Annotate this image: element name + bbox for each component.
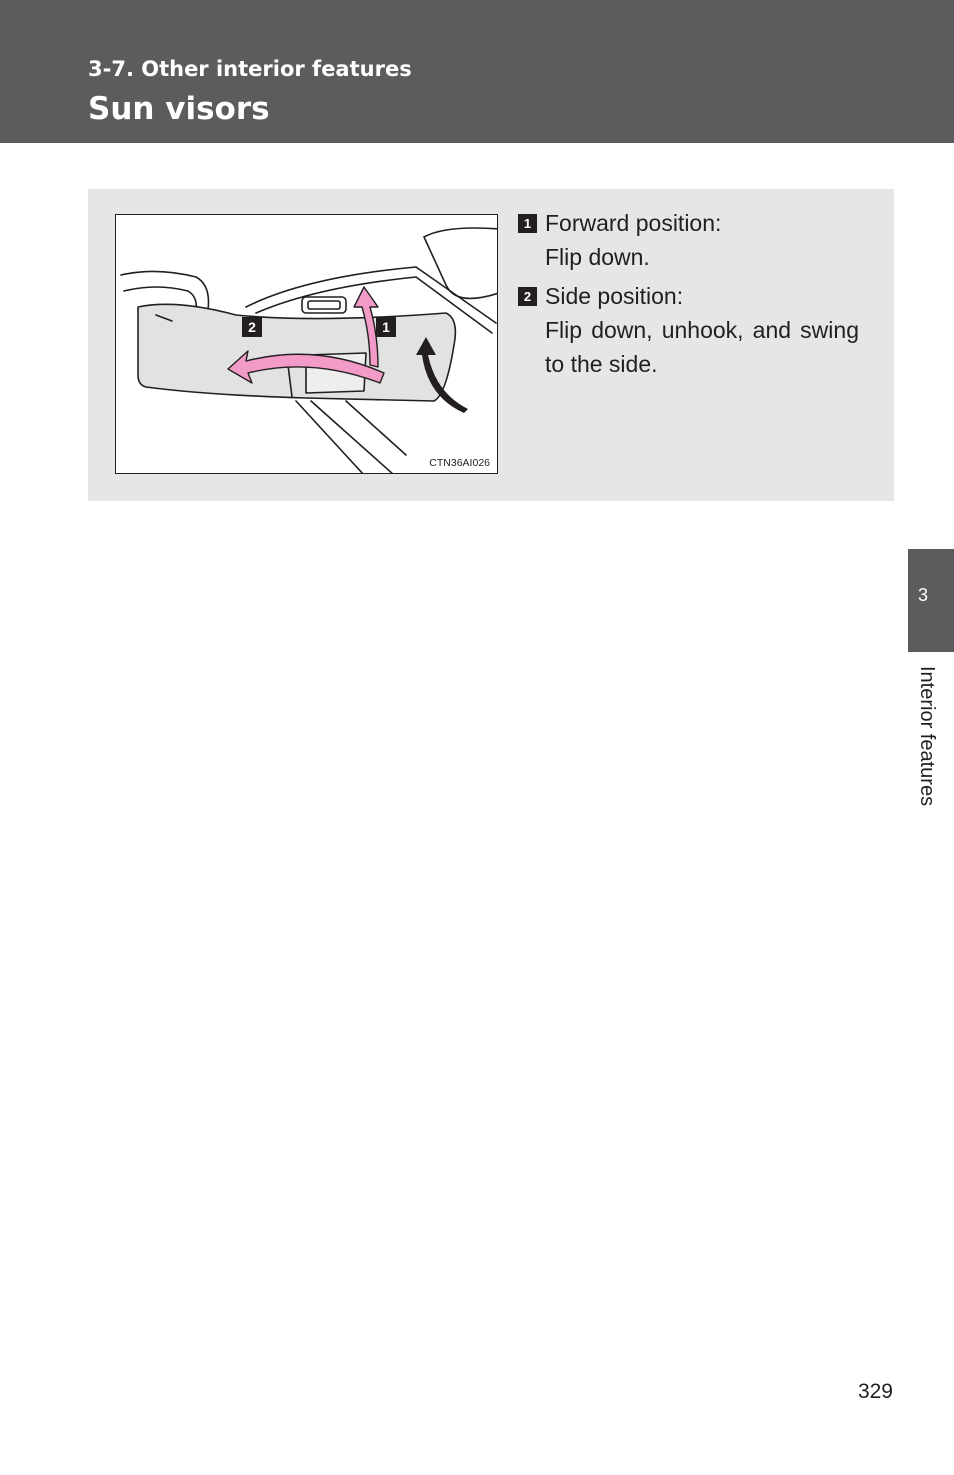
- step-side-position: [518, 279, 859, 381]
- step-heading: Forward position:: [545, 210, 722, 236]
- step-forward-position: [518, 206, 859, 274]
- figure-code: CTN36AI026: [429, 457, 490, 469]
- sun-visor-drawing: [116, 215, 498, 474]
- callout-badge-1: 1: [376, 317, 396, 337]
- step-heading: Side position:: [545, 283, 684, 309]
- page-number: 329: [857, 1380, 893, 1403]
- step-number-badge: 2: [518, 287, 537, 306]
- step-number-badge: 1: [518, 214, 537, 233]
- chapter-tab: [908, 549, 954, 652]
- chapter-number: 3: [917, 585, 928, 605]
- section-title: 3-7. Other interior features: [88, 57, 412, 81]
- sun-visor-illustration: [115, 214, 498, 474]
- step-description: Flip down, unhook, and swing to the side.: [545, 317, 859, 377]
- page-title: Sun visors: [88, 91, 270, 127]
- instruction-list: [518, 206, 859, 381]
- callout-badge-2: 2: [242, 317, 262, 337]
- page-header: [0, 0, 954, 143]
- chapter-label: Interior features: [916, 666, 938, 807]
- step-description: Flip down.: [545, 244, 650, 270]
